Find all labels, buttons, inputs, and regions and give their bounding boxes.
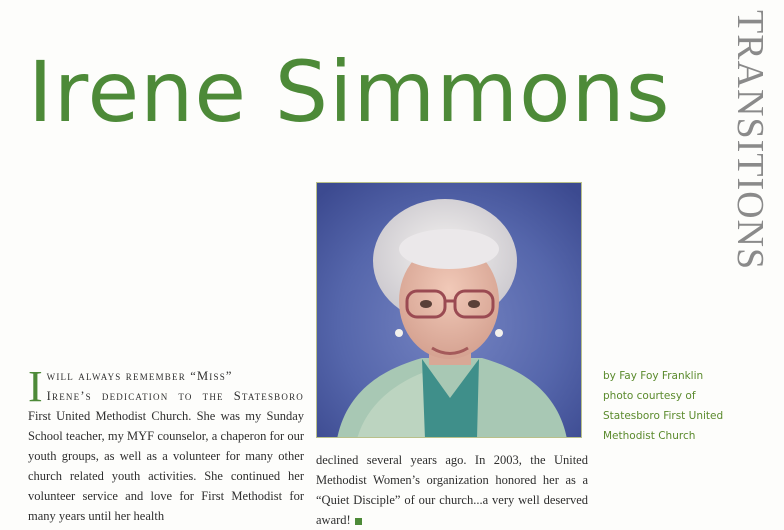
drop-cap: I xyxy=(28,362,43,411)
body-column-1 xyxy=(28,362,304,526)
right-earring xyxy=(495,329,503,337)
photo-credit-line: photo courtesy of xyxy=(603,390,696,402)
section-tag-text: TRANSITIONS xyxy=(729,10,771,271)
right-eye xyxy=(468,300,480,308)
photo-credit xyxy=(603,366,723,446)
body-text: First United Methodist Church. She was my Sunday School teacher, my MYF counselor, a chaperon for our youth groups, as well as a volunteer for many other church related youth activities. She continued her volunteer service and love for First Methodist for many years until her health xyxy=(28,409,304,523)
left-eye xyxy=(420,300,432,308)
article-title: Irene Simmons xyxy=(28,43,671,141)
section-tag xyxy=(720,10,780,270)
lead-in-line: Irene’s dedication to the Statesboro xyxy=(46,389,304,403)
byline: by Fay Foy Franklin xyxy=(603,370,704,382)
portrait-photo xyxy=(316,182,582,438)
hair-front xyxy=(399,229,499,269)
body-text: declined several years ago. In 2003, the United Methodist Women’s organization honored her as a “Quiet Disciple” of our church...a very well deserved award! xyxy=(316,453,588,527)
lead-in-line: will always remember “Miss” xyxy=(46,369,233,383)
end-of-story-mark xyxy=(355,518,362,525)
photo-credit-line: Methodist Church xyxy=(603,430,696,442)
left-earring xyxy=(395,329,403,337)
body-column-2 xyxy=(316,450,588,530)
photo-credit-line: Statesboro First United xyxy=(603,410,724,422)
portrait-illustration xyxy=(317,183,582,438)
